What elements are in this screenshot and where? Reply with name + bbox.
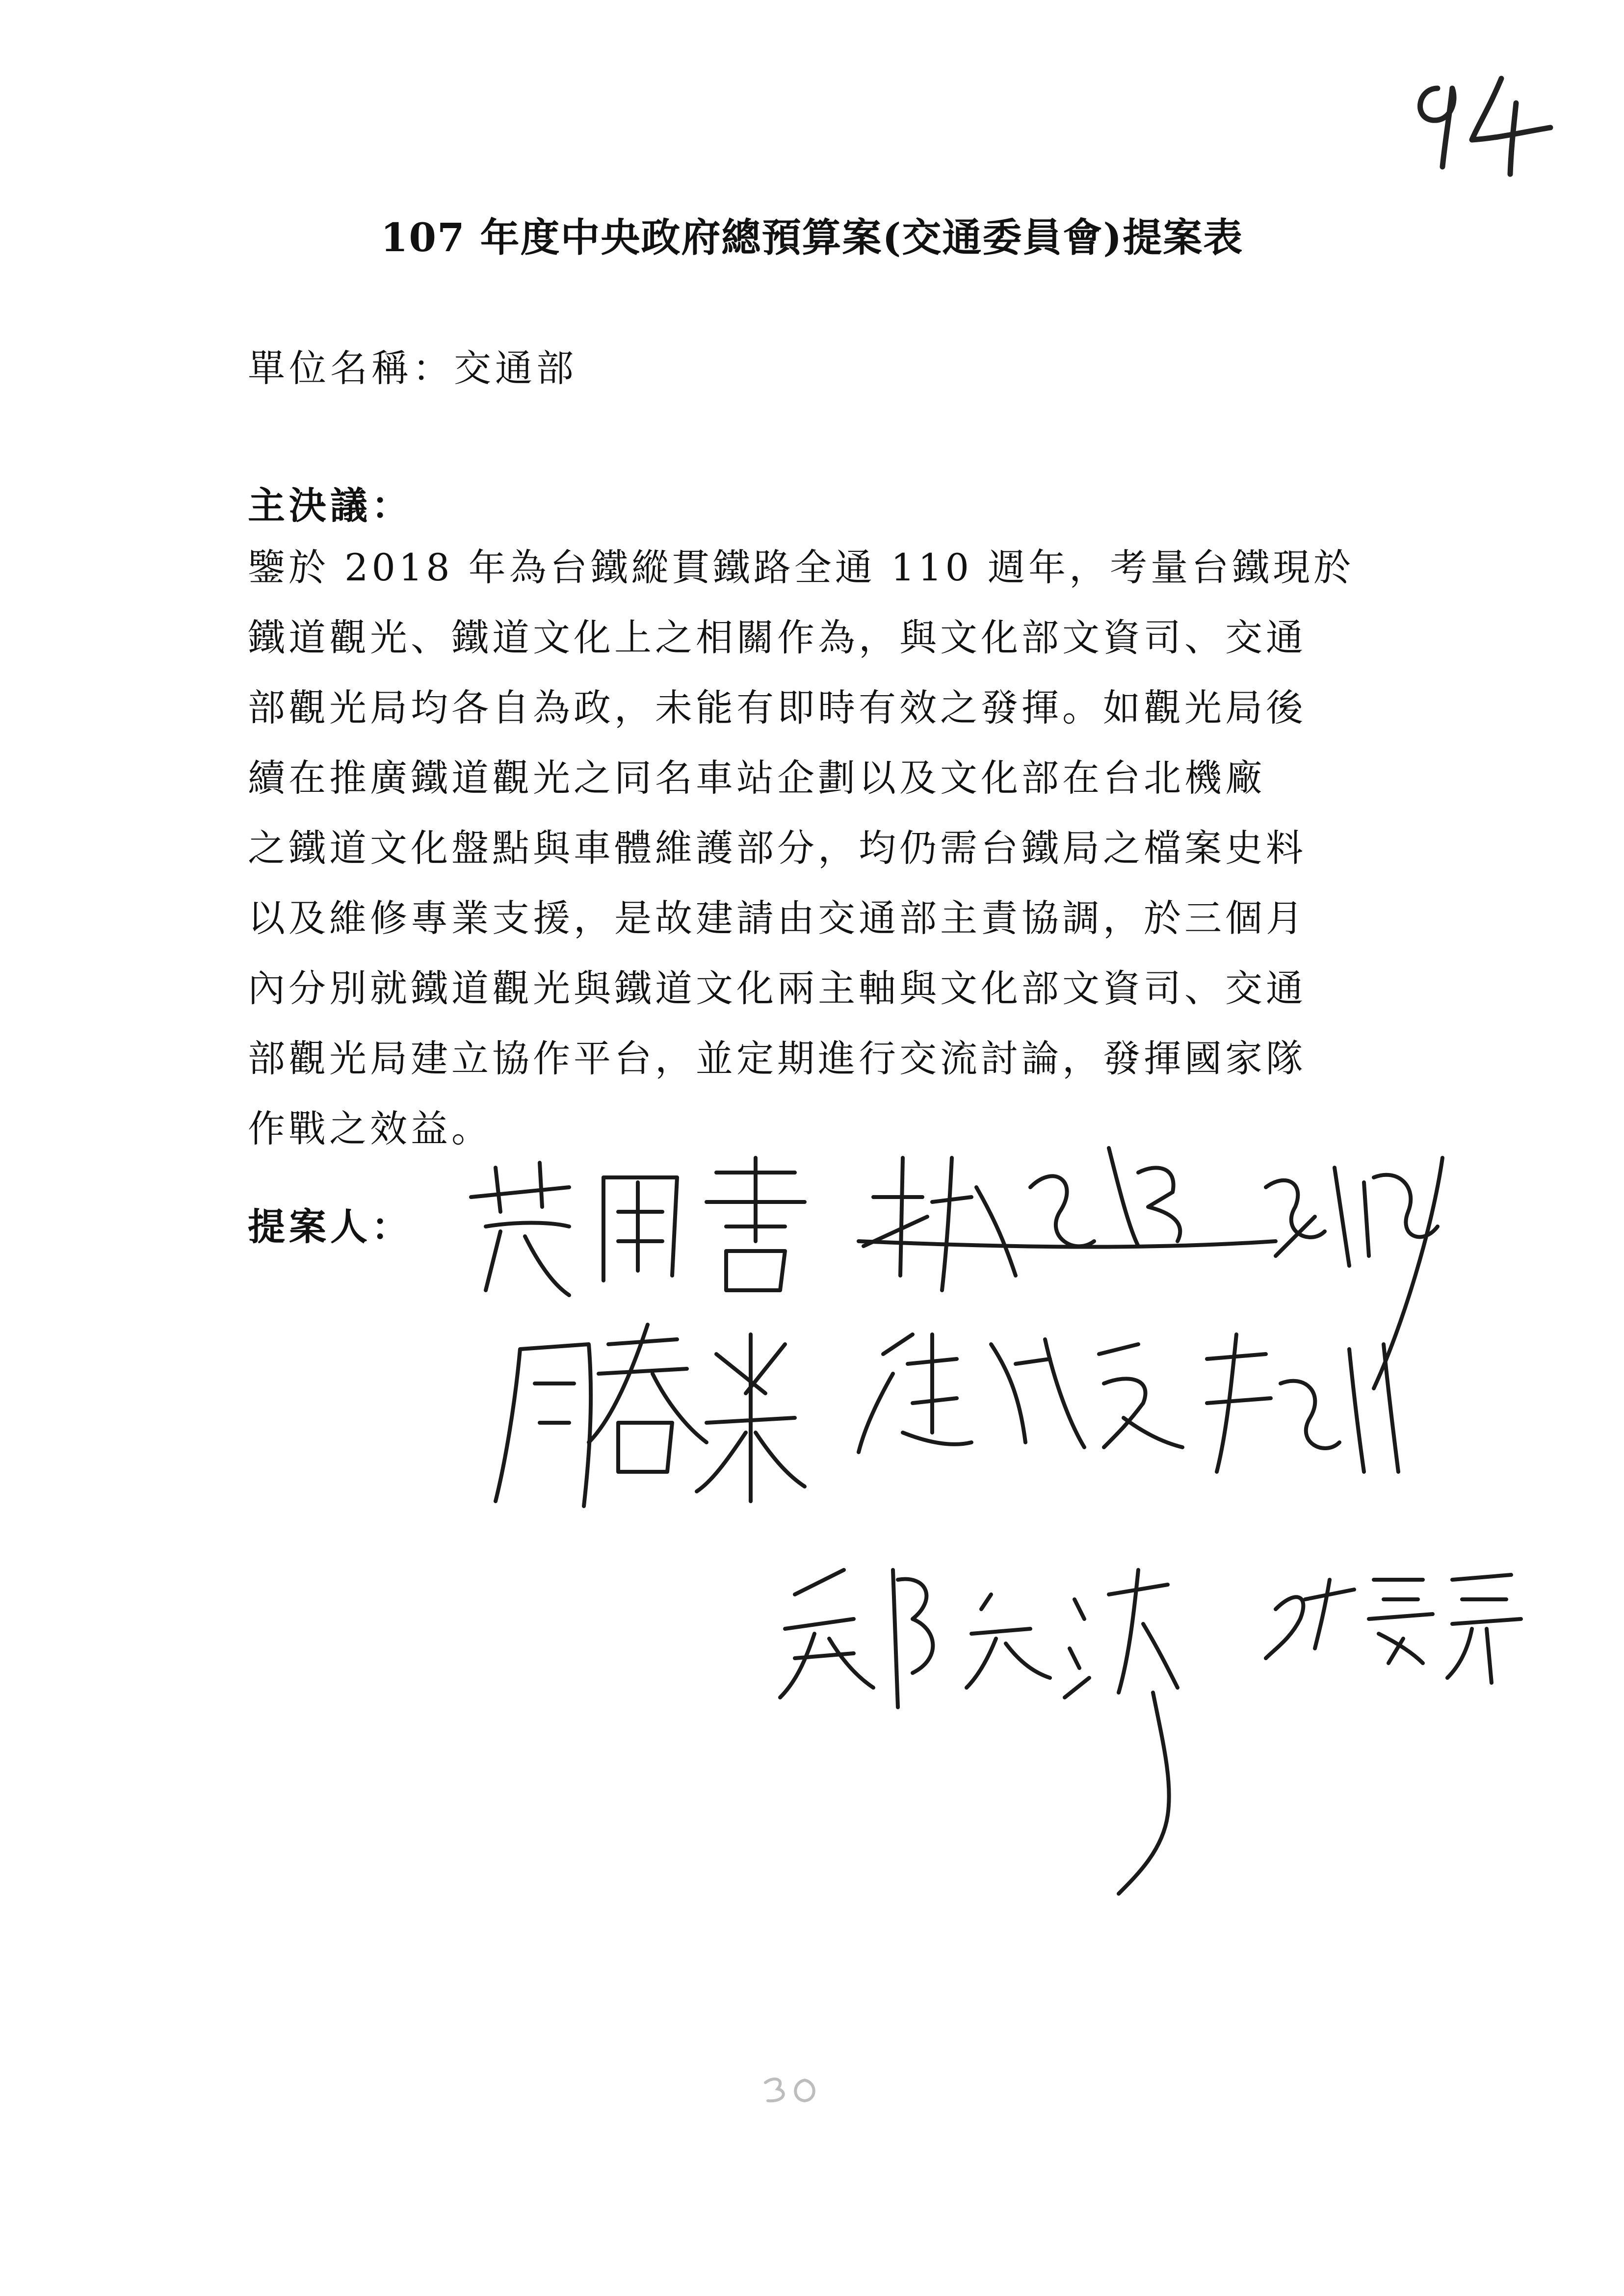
resolution-body (248, 532, 1406, 1164)
resolution-line: 以及維修專業支援，是故建請由交通部主責協調，於三個月 (248, 896, 1307, 940)
handwritten-page-number (1403, 59, 1560, 186)
resolution-line: 內分別就鐵道觀光與鐵道文化兩主軸與文化部文資司、交通 (248, 966, 1307, 1010)
page-title: 107 年度中央政府總預算案(交通委員會)提案表 (380, 214, 1244, 261)
resolution-line: 部觀光局均各自為政，未能有即時有效之發揮。如觀光局後 (248, 686, 1307, 730)
resolution-label: 主決議： (248, 484, 413, 527)
signature (1207, 1334, 1398, 1472)
resolution-line: 續在推廣鐵道觀光之同名車站企劃以及文化部在台北機廠 (248, 756, 1266, 800)
signature (471, 1158, 805, 1295)
signature (780, 1570, 1178, 1894)
unit-row (248, 339, 577, 392)
unit-value: 交通部 (454, 346, 577, 390)
resolution-line: 部觀光局建立協作平台，並定期進行交流討論，發揮國家隊 (248, 1037, 1307, 1080)
resolution-line: 作戰之效益。 (248, 1107, 492, 1150)
signatures-area (442, 1128, 1570, 1938)
handwritten-bottom-page-number (756, 2070, 834, 2110)
signature (496, 1325, 805, 1506)
resolution-line: 鐵道觀光、鐵道文化上之相關作為，與文化部文資司、交通 (248, 616, 1307, 659)
signature (1266, 1158, 1442, 1388)
signature (859, 1334, 1182, 1452)
resolution-line: 之鐵道文化盤點與車體維護部分，均仍需台鐵局之檔案史料 (248, 826, 1307, 870)
resolution-line: 鑒於 2018 年為台鐵縱貫鐵路全通 110 週年，考量台鐵現於 (248, 546, 1355, 589)
unit-label: 單位名稱： (248, 346, 454, 390)
proposer-label: 提案人： (248, 1205, 413, 1249)
signature (1266, 1575, 1521, 1683)
signature (859, 1148, 1276, 1290)
